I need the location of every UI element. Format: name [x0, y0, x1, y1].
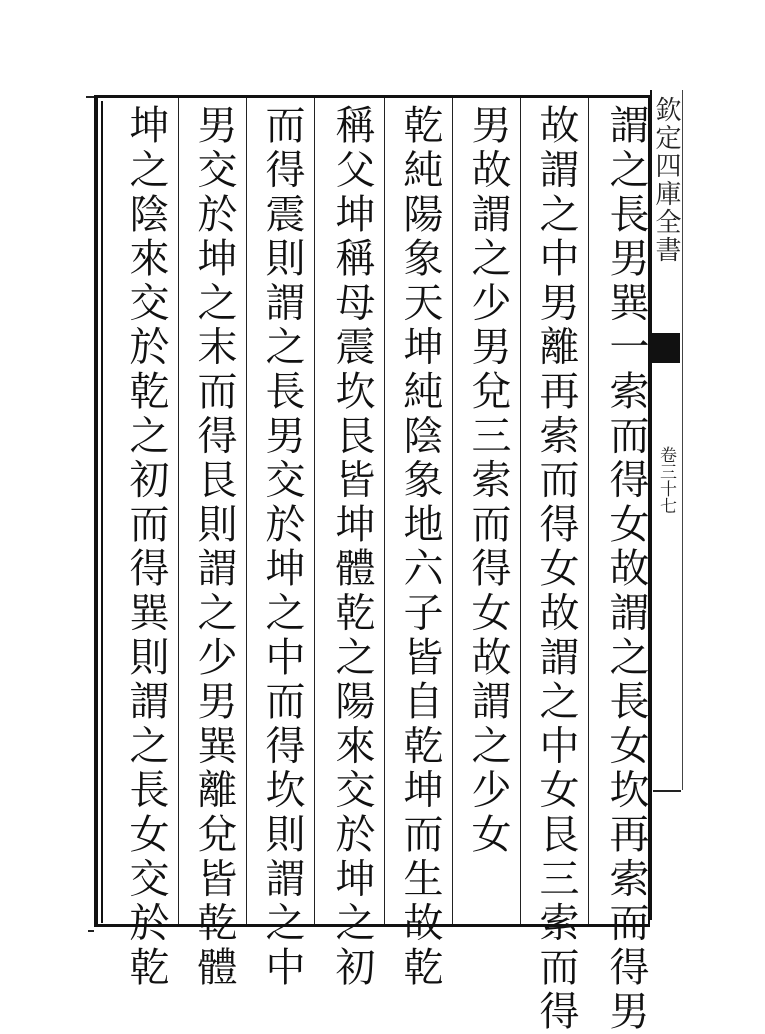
margin-divider [653, 790, 681, 800]
text-column-8: 坤之陰來交於乾之初而得巽則謂之長女交於乾 [123, 104, 169, 990]
margin-book-title: 欽定四庫全書 [651, 96, 681, 264]
text-column-7: 男交於坤之末而得艮則謂之少男巽離兌皆乾體 [191, 104, 237, 990]
column-rule [588, 98, 589, 924]
text-column-5: 稱父坤稱母震坎艮皆坤體乾之陽來交於坤之初 [329, 104, 375, 990]
border-tick [88, 930, 94, 932]
margin-rule [682, 90, 683, 790]
column-rule [452, 98, 453, 924]
fishtail-mark-icon [652, 333, 680, 363]
text-column-6: 而得震則謂之長男交於坤之中而得坎則謂之中 [259, 104, 305, 990]
margin-volume-label: 卷三十七 [656, 446, 676, 514]
column-rule [384, 98, 385, 924]
text-column-2: 故謂之中男離再索而得女故謂之中女艮三索而得 [533, 104, 579, 1034]
column-rule [178, 98, 179, 924]
column-rule [246, 98, 247, 924]
text-column-3: 男故謂之少男兌三索而得女故謂之少女 [465, 104, 511, 858]
column-rule [520, 98, 521, 924]
border-tick [86, 96, 94, 98]
column-rule [314, 98, 315, 924]
text-column-4: 乾純陽象天坤純陰象地六子皆自乾坤而生故乾 [397, 104, 443, 990]
page-border-inner-line [101, 101, 103, 923]
text-column-1: 謂之長男巽一索而得女故謂之長女坎再索而得男 [603, 104, 649, 1034]
